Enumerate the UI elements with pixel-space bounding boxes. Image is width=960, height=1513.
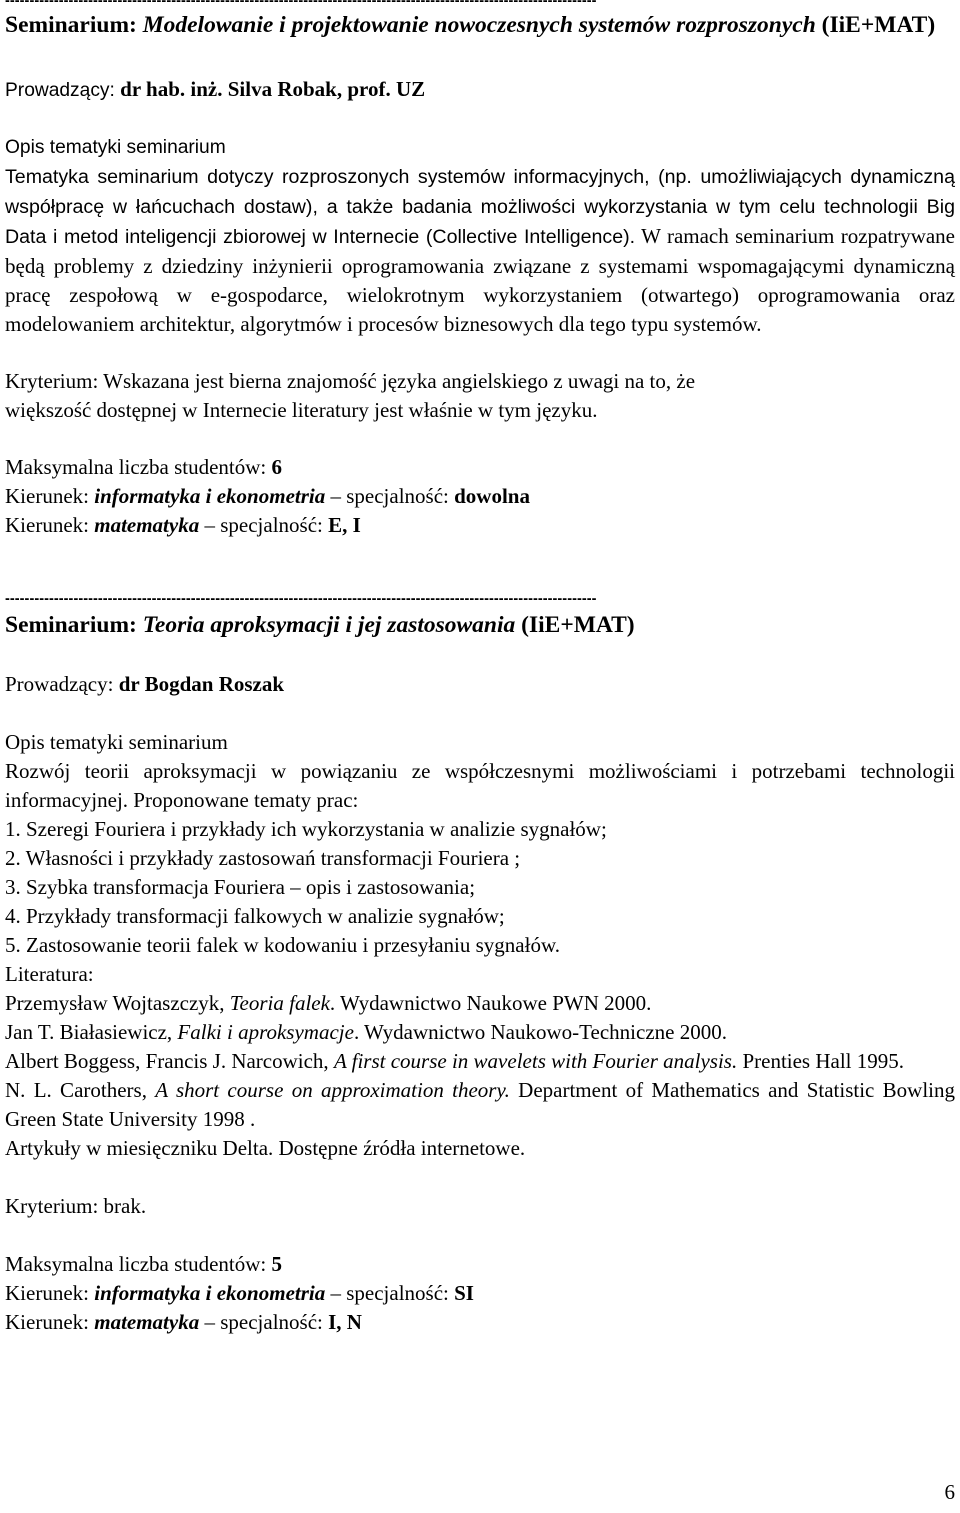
topic-item: 5. Zastosowanie teorii falek w kodowaniu i przesyłaniu sygnałów. — [5, 933, 561, 957]
document-page — [5, 0, 955, 1337]
literature-list — [5, 989, 955, 1163]
seminar-2-lecturer: Prowadzący: dr Bogdan Roszak — [5, 672, 285, 696]
separator-middle: ------------------------------------------------------------------------------------------------------------------------- — [5, 592, 597, 606]
topic-item: 4. Przykłady transformacji falkowych w analizie sygnałów; — [5, 904, 505, 928]
seminar-2-criterion: Kryterium: brak. — [5, 1194, 147, 1218]
topic-item: 1. Szeregi Fouriera i przykłady ich wykorzystania w analizie sygnałów; — [5, 817, 607, 841]
topic-item: 2. Własności i przykłady zastosowań transformacji Fouriera ; — [5, 846, 521, 870]
seminar-2-title: Seminarium: Teoria aproksymacji i jej zastosowania (IiE+MAT) — [5, 612, 635, 638]
seminar-2-topic-list — [5, 815, 955, 960]
topic-item: 3. Szybka transformacja Fouriera – opis i zastosowania; — [5, 875, 476, 899]
seminar-2-desc-heading: Opis tematyki seminarium — [5, 730, 228, 754]
separator-top: ------------------------------------------------------------------------------------------------------------------------- — [5, 0, 597, 8]
literature-item: Jan T. Białasiewicz, Falki i aproksymacje. Wydawnictwo Naukowo-Techniczne 2000. — [5, 1020, 727, 1044]
seminar-1-criterion: Kryterium: Wskazana jest bierna znajomość języka angielskiego z uwagi na to, że większość dostępnej w Internecie literatury jest właśnie w tym języku. — [5, 369, 696, 422]
seminar-1-title: Seminarium: Modelowanie i projektowanie nowoczesnych systemów rozproszonych (IiE+MAT) — [5, 12, 936, 38]
seminar-2-kierunek-1: Kierunek: informatyka i ekonometria – specjalność: SI — [5, 1281, 474, 1305]
literature-item: Przemysław Wojtaszczyk, Teoria falek. Wydawnictwo Naukowe PWN 2000. — [5, 991, 652, 1015]
seminar-2-description: Rozwój teorii aproksymacji w powiązaniu ze współczesnymi możliwościami i potrzebami technologii informacyjnej. Proponowane tematy prac: — [5, 759, 955, 812]
seminar-1-max-students: Maksymalna liczba studentów: 6 — [5, 455, 283, 479]
seminar-1-kierunek-2: Kierunek: matematyka – specjalność: E, I — [5, 513, 361, 537]
page-number: 6 — [944, 1480, 955, 1504]
literature-item: Albert Boggess, Francis J. Narcowich, A first course in wavelets with Fourier analysis. Prenties Hall 1995. — [5, 1049, 905, 1073]
seminar-1-description: Tematyka seminarium dotyczy rozproszonych systemów informacyjnych, (np. umożliwiających dynamiczną współpracę w łańcuchach dostaw), a także badania możliwości wykorzystania w tym celu technologii Big Data i metod inteligencji zbiorowej w Internecie (Collective Intelligence). W ramach seminarium rozpatrywane będą problemy z dziedziny inżynierii oprogramowania związane z systemami wspomagającymi dynamiczną pracę zespołową w e-gospodarce, wielokrotnym wykorzystaniem (otwartego) oprogramowania oraz modelowaniem architektur, algorytmów i procesów biznesowych dla tego typu systemów. — [5, 166, 955, 336]
literature-heading: Literatura: — [5, 962, 94, 986]
seminar-1-desc-heading: Opis tematyki seminarium — [5, 137, 226, 158]
seminar-2-kierunek-2: Kierunek: matematyka – specjalność: I, N — [5, 1310, 362, 1334]
seminar-1-kierunek-1: Kierunek: informatyka i ekonometria – specjalność: dowolna — [5, 484, 530, 508]
seminar-2-max-students: Maksymalna liczba studentów: 5 — [5, 1252, 283, 1276]
literature-item: Artykuły w miesięczniku Delta. Dostępne źródła internetowe. — [5, 1136, 526, 1160]
literature-item: N. L. Carothers, A short course on approximation theory. Department of Mathematics and Statistic Bowling Green State University 1998 . — [5, 1078, 955, 1131]
seminar-1-lecturer: Prowadzący: dr hab. inż. Silva Robak, prof. UZ — [5, 77, 426, 101]
